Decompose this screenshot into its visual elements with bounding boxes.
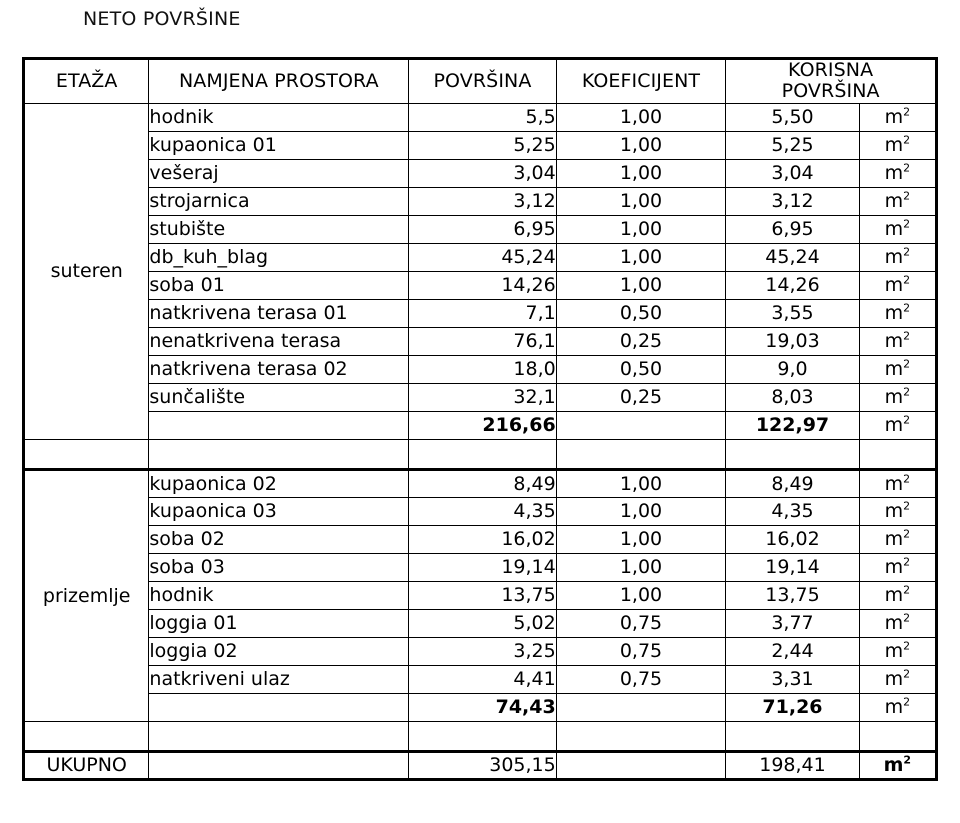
cell-povrsina: 19,14 [409,553,556,581]
cell-unit: $m^2$ [859,469,936,497]
cell-unit: $m^2$ [859,665,936,693]
cell-koeficijent: 1,00 [556,103,726,131]
cell-blank [149,721,409,751]
cell-blank [409,439,556,469]
cell-namjena [149,693,409,721]
cell-namjena: sunčalište [149,383,409,411]
cell-koeficijent: 0,25 [556,327,726,355]
cell-koeficijent: 1,00 [556,553,726,581]
table-header [24,59,937,104]
cell-unit: $m^2$ [859,411,936,439]
cell-unit: $m^2$ [859,497,936,525]
cell-unit: $m^2$ [859,553,936,581]
cell-namjena: loggia 01 [149,609,409,637]
table-row [24,637,937,665]
table-row [24,243,937,271]
cell-korisna-povrsina: 9,0 [726,355,859,383]
table-body [24,103,937,779]
cell-povrsina: 18,0 [409,355,556,383]
table-row [24,271,937,299]
cell-namjena: soba 01 [149,271,409,299]
cell-koeficijent: 0,25 [556,383,726,411]
cell-unit: $m^2$ [859,327,936,355]
cell-povrsina-subtotal: 74,43 [409,693,556,721]
cell-etaza-prizemlje: prizemlje [24,469,149,721]
cell-povrsina: 7,1 [409,299,556,327]
cell-namjena: kupaonica 03 [149,497,409,525]
cell-unit: $m^2$ [859,271,936,299]
cell-koeficijent: 1,00 [556,581,726,609]
cell-etaza-suteren: suteren [24,103,149,439]
cell-namjena [149,411,409,439]
table-row [24,327,937,355]
cell-namjena: db_kuh_blag [149,243,409,271]
table-row [24,525,937,553]
cell-povrsina: 4,41 [409,665,556,693]
cell-unit: $m^2$ [859,299,936,327]
column-header-povrsina: POVRŠINA [409,59,556,104]
cell-unit: $m^2$ [859,637,936,665]
cell-koeficijent: 1,00 [556,215,726,243]
cell-koeficijent: 0,75 [556,665,726,693]
cell-unit: $m^2$ [859,243,936,271]
table-row [24,215,937,243]
cell-povrsina: 14,26 [409,271,556,299]
cell-unit: $m^2$ [859,525,936,553]
cell-korisna-subtotal: 122,97 [726,411,859,439]
table-row [24,299,937,327]
column-header-namjena-prostora: NAMJENA PROSTORA [149,59,409,104]
table-row [24,553,937,581]
cell-blank [149,439,409,469]
cell-namjena: kupaonica 01 [149,131,409,159]
cell-povrsina: 5,02 [409,609,556,637]
cell-koeficijent: 1,00 [556,497,726,525]
table-row [24,609,937,637]
cell-koeficijent: 1,00 [556,187,726,215]
cell-unit: $m^2$ [859,693,936,721]
cell-povrsina: 5,5 [409,103,556,131]
korisna-line-2: POVRŠINA [781,80,880,103]
net-areas-table [22,57,938,781]
table-row [24,355,937,383]
cell-korisna-povrsina: 16,02 [726,525,859,553]
cell-korisna-povrsina: 4,35 [726,497,859,525]
cell-koeficijent: 0,75 [556,637,726,665]
cell-namjena: soba 03 [149,553,409,581]
table-row [24,469,937,497]
cell-korisna-povrsina: 14,26 [726,271,859,299]
cell-namjena: natkrivena terasa 01 [149,299,409,327]
cell-namjena: stubište [149,215,409,243]
cell-koeficijent: 0,75 [556,609,726,637]
cell-korisna-povrsina: 5,50 [726,103,859,131]
cell-koeficijent: 1,00 [556,271,726,299]
table-row [24,187,937,215]
cell-namjena: loggia 02 [149,637,409,665]
cell-blank [726,439,859,469]
table-row [24,159,937,187]
cell-korisna-povrsina: 6,95 [726,215,859,243]
cell-unit: $m^2$ [859,187,936,215]
cell-povrsina: 8,49 [409,469,556,497]
cell-namjena: strojarnica [149,187,409,215]
cell-povrsina: 13,75 [409,581,556,609]
cell-blank [556,721,726,751]
cell-korisna-povrsina: 45,24 [726,243,859,271]
cell-povrsina: 3,04 [409,159,556,187]
spacer-row [24,721,937,751]
net-areas-table-container [22,57,938,781]
cell-blank [726,721,859,751]
cell-unit: $m^2$ [859,159,936,187]
page-title: NETO POVRŠINE [83,8,241,30]
cell-namjena: soba 02 [149,525,409,553]
cell-unit: $m^2$ [859,581,936,609]
table-row [24,581,937,609]
cell-namjena: natkriveni ulaz [149,665,409,693]
header-row [24,59,937,104]
cell-koeficijent: 1,00 [556,243,726,271]
cell-unit: $m^2$ [859,609,936,637]
cell-povrsina: 6,95 [409,215,556,243]
cell-korisna-povrsina: 2,44 [726,637,859,665]
cell-unit: $m^2$ [859,383,936,411]
spacer-row [24,439,937,469]
cell-unit: $m^2$ [859,751,936,779]
table-row [24,497,937,525]
cell-povrsina: 4,35 [409,497,556,525]
cell-povrsina: 5,25 [409,131,556,159]
cell-korisna-subtotal: 71,26 [726,693,859,721]
cell-unit: $m^2$ [859,131,936,159]
total-row [24,751,937,779]
cell-korisna-povrsina: 19,03 [726,327,859,355]
column-header-etaza: ETAŽA [24,59,149,104]
column-header-koeficijent: KOEFICIJENT [556,59,726,104]
cell-namjena: hodnik [149,581,409,609]
cell-unit: $m^2$ [859,215,936,243]
cell-povrsina: 16,02 [409,525,556,553]
table-row [24,665,937,693]
table-row [24,383,937,411]
cell-povrsina: 32,1 [409,383,556,411]
cell-koeficijent-subtotal [556,693,726,721]
cell-korisna-povrsina: 5,25 [726,131,859,159]
cell-korisna-povrsina: 3,55 [726,299,859,327]
cell-korisna-povrsina: 8,03 [726,383,859,411]
cell-unit: $m^2$ [859,355,936,383]
cell-namjena: nenatkrivena terasa [149,327,409,355]
column-header-korisna-povrsina [726,59,937,104]
cell-koeficijent: 1,00 [556,525,726,553]
cell-namjena [149,751,409,779]
cell-namjena: natkrivena terasa 02 [149,355,409,383]
cell-koeficijent: 1,00 [556,469,726,497]
cell-blank [556,439,726,469]
cell-namjena: vešeraj [149,159,409,187]
cell-povrsina: 45,24 [409,243,556,271]
cell-korisna-povrsina: 8,49 [726,469,859,497]
cell-unit: $m^2$ [859,103,936,131]
cell-povrsina: 3,25 [409,637,556,665]
subtotal-row [24,693,937,721]
cell-korisna-povrsina: 3,31 [726,665,859,693]
cell-koeficijent-total [556,751,726,779]
subtotal-row [24,411,937,439]
cell-povrsina: 76,1 [409,327,556,355]
cell-korisna-povrsina: 3,77 [726,609,859,637]
cell-koeficijent: 1,00 [556,159,726,187]
cell-povrsina-subtotal: 216,66 [409,411,556,439]
cell-namjena: kupaonica 02 [149,469,409,497]
cell-blank [409,721,556,751]
cell-blank [24,721,149,751]
korisna-line-1: KORISNA [788,59,874,81]
cell-blank [24,439,149,469]
cell-korisna-povrsina: 3,12 [726,187,859,215]
cell-koeficijent-subtotal [556,411,726,439]
cell-korisna-povrsina: 3,04 [726,159,859,187]
cell-namjena: hodnik [149,103,409,131]
cell-koeficijent: 1,00 [556,131,726,159]
cell-korisna-povrsina: 13,75 [726,581,859,609]
cell-korisna-povrsina: 19,14 [726,553,859,581]
cell-koeficijent: 0,50 [556,299,726,327]
table-row [24,131,937,159]
cell-povrsina: 3,12 [409,187,556,215]
cell-blank [859,721,936,751]
cell-total-label: UKUPNO [24,751,149,779]
cell-koeficijent: 0,50 [556,355,726,383]
cell-povrsina-total: 305,15 [409,751,556,779]
table-row [24,103,937,131]
cell-korisna-total: 198,41 [726,751,859,779]
